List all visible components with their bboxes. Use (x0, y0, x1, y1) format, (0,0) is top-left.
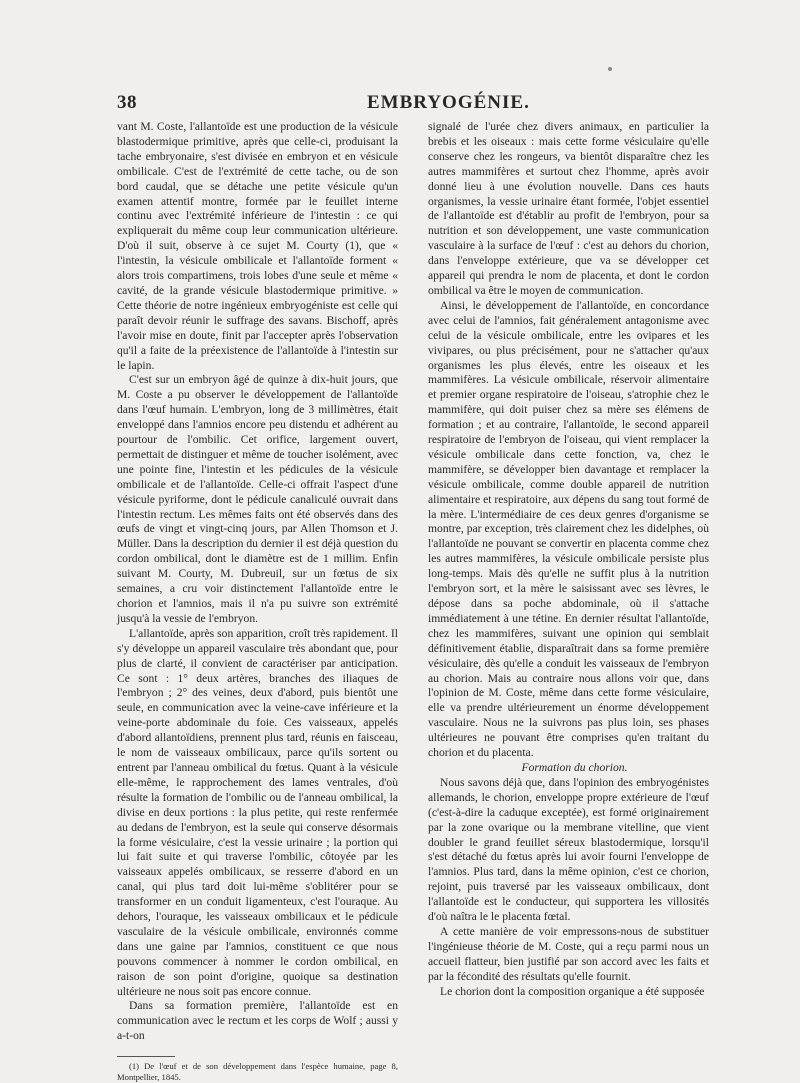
paragraph: A cette manière de voir empressons-nous de substituer l'ingénieuse théorie de M. Coste, qui a reçu parmi nous un accueil flatteur, bien justifié par son accord avec les faits et par la fécondité des résultats qu'elle fournit. (428, 924, 709, 983)
page-header (117, 92, 700, 116)
paragraph: C'est sur un embryon âgé de quinze à dix-huit jours, que M. Coste a pu observer le développement de l'allantoïde dans l'œuf humain. L'embryon, long de 3 millimètres, était enveloppé dans l'amnios encore peu distendu et adhérent au pourtour de l'ombilic. Cet orifice, largement ouvert, permettait de distinguer et même de toucher isolément, avec une pointe fine, l'intestin et les pédicules de la vésicule ombilicale et de l'allantoïde. Celle-ci offrait l'aspect d'une vésicule pyriforme, dont le pédicule canaliculé ouvrait dans l'intestin rectum. Les mêmes faits ont été observés dans des œufs de vingt et vingt-cinq jours, par Allen Thomson et J. Müller. Dans la description du dernier il est déjà question du cordon ombilical, dont le diamètre est de 1 millim. Enfin suivant M. Courty, M. Dubreuil, sur un fœtus de six semaines, a cru voir distinctement l'allantoïde entre le chorion et l'amnios, mais il n'a pu suivre son extrémité jusqu'à la vessie de l'embryon. (117, 373, 398, 625)
section-title: Formation du chorion. (521, 760, 628, 774)
paragraph: L'allantoïde, après son apparition, croît très rapidement. Il s'y développe un appareil vasculaire très abondant que, pour plus de clarté, il convient de caractériser par anticipation. Ce sont : 1° deux artères, branches des iliaques de l'embryon ; 2° des veines, deux d'abord, puis bientôt une seule, en communication avec la veine-cave inférieure et la veine-porte abdominale du foie. Ces vaisseaux, appelés d'abord allantoïdiens, prennent plus tard, réunis en faisceau, le nom de vaisseaux ombilicaux, parce qu'ils sortent ou entrent par l'anneau ombilical du fœtus. Quant à la vésicule elle-même, le rapprochement des lames ventrales, d'où résulte la formation de l'ombilic ou de l'anneau ombilical, la divise en deux portions : la plus petite, qui reste renfermée au dedans de l'embryon, est la seule qui conserve désormais la forme vésiculaire, c'est la vessie urinaire ; la portion qui lui fait suite et qui traverse l'ombilic, côtoyée par les vaisseaux appelés ombilicaux, se resserre d'abord en un canal, qui plus tard doit lui-même s'oblitérer pour se transformer en un conduit ligamenteux, c'est l'ouraque. Au dehors, l'ouraque, les vaisseaux ombilicaux et le pédicule vasculaire de la vésicule ombilicale, environnés comme dans une gaine par l'amnios, constituent ce que nous pouvons commencer à nommer le cordon ombilical, en raison de son point d'origine, quoique sa destination ultérieure ne nous soit pas encore connue. (117, 626, 398, 998)
page-number: 38 (117, 92, 137, 113)
paragraph: Le chorion dont la composition organique a été supposée (440, 984, 705, 998)
paragraph: Nous savons déjà que, dans l'opinion des embryogénistes allemands, le chorion, enveloppe propre extérieure de l'œuf (c'est-à-dire la caduque exceptée), est formé originairement par la zone ovarique ou la membrane vitelline, que vient doubler le grand feuillet séreux blastodermique, lorsqu'il s'est détaché du fœtus après lui avoir fourni l'enveloppe de l'amnios. Plus tard, dans la même opinion, c'est ce chorion, rejoint, puis traversé par les vaisseaux ombilicaux, dont l'allantoïde est le conducteur, qui supportera les villosités d'où naîtra le le placenta fœtal. (428, 775, 709, 924)
ink-speck (608, 67, 612, 71)
paragraph: signalé de l'urée chez divers animaux, en particulier la brebis et les oiseaux : mais cette forme vésiculaire qu'elle conserve chez les rongeurs, va bientôt disparaître chez les autres mammifères et surtout chez l'homme, après avoir donné lieu à une évolution nouvelle. Dans ces hauts organismes, la vessie urinaire étant formée, l'objet essentiel de l'allantoïde est d'établir au profit de l'embryon, pour sa nutrition et son développement, une vaste communication vasculaire à la surface de l'œuf : c'est au dehors du chorion, dans l'enveloppe extérieure, que va se développer cet appareil qui prendra le nom de placenta, et dont le cordon ombilical va être le moyen de communication. (428, 120, 709, 297)
footnote: (1) De l'œuf et de son développement dans l'espèce humaine, page 8, Montpellier, 1845. (117, 1061, 398, 1083)
paragraph: Ainsi, le développement de l'allantoïde, en concordance avec celui de l'amnios, fait généralement antagonisme avec celui de la vésicule ombilicale, entre les ovipares et les vivipares, ou plus précisément, pour ne s'attacher qu'aux organismes les plus élevés, entre les oiseaux et les mammifères. La vésicule ombilicale, réservoir alimentaire et premier organe respiratoire de l'oiseau, s'atrophie chez le mammifère, qui doit puiser chez sa mère ses élémens de formation ; et au contraire, l'allantoïde, le second appareil respiratoire de l'embryon de l'oiseau, qui vient remplacer la vésicule ombilicale dans cette fonction, va, chez le mammifère, se développer bien davantage et remplacer la vésicule ombilicale, comme double appareil de nutrition alimentaire et respiratoire, aux dépens du sang tout formé de la mère. L'intermédiaire de ces deux genres d'organisme se montre, par exception, très clairement chez les didelphes, où l'allantoïde ne pouvant se convertir en placenta comme chez les autres mammifères, la vésicule ombilicale persiste plus long-temps. Mais dès qu'elle ne suffit plus à la nutrition l'embryon sort, et la mère le saisissant avec ses lèvres, le dépose dans sa poche abdominale, où il s'attache immédiatement à une tétine. En dernier résultat l'allantoïde, chez les mammifères, suivant une opinion qui semblait définitivement établie, disparaîtrait dans sa forme première vésiculaire, dès qu'elle a conduit les vaisseaux de l'embryon au chorion. Mais au contraire nous allons voir que, dans l'opinion de M. Coste, même dans cette forme vésiculaire, elle va prendre ultérieurement un énorme développement vasculaire. Nous ne la suivrons pas plus loin, ses phases ultérieures ne pouvant être comprises qu'en traitant du chorion et du placenta. (428, 298, 709, 760)
left-column (117, 120, 398, 1083)
footnote-rule (117, 1056, 175, 1057)
paragraph: vant M. Coste, l'allantoïde est une production de la vésicule blastodermique primitive, après que celle-ci, produisant la tache embryonaire, s'est divisée en embryon et en vésicule ombilicale. C'est de l'extrémité de cette tache, ou de son bord caudal, que se détache une petite vésicule qu'un examen attentif montre, formée par le feuillet interne continu avec l'extrémité inférieure de l'intestin : ce qui expliquerait du même coup leur communication ultérieure. D'où il suit, observe à ce sujet M. Courty (1), que « l'intestin, la vésicule ombilicale et l'allantoïde forment « alors trois compartimens, trois lobes d'une seule et même « cavité, de la grande vésicule blastodermique primitive. » Cette théorie de notre ingénieux embryogéniste est celle qui paraît devoir réunir le suffrage des savans. Bischoff, après l'avoir mise en doute, finit par l'accepter après l'observation qu'il a faite de la préexistence de l'allantoïde à l'intestin sur le lapin. (117, 120, 398, 372)
paragraph: Dans sa formation première, l'allantoïde est en communication avec le rectum et les corps de Wolf ; aussi y a-t-on (117, 999, 398, 1043)
right-column (428, 120, 709, 999)
running-title: EMBRYOGÉNIE. (367, 92, 530, 113)
